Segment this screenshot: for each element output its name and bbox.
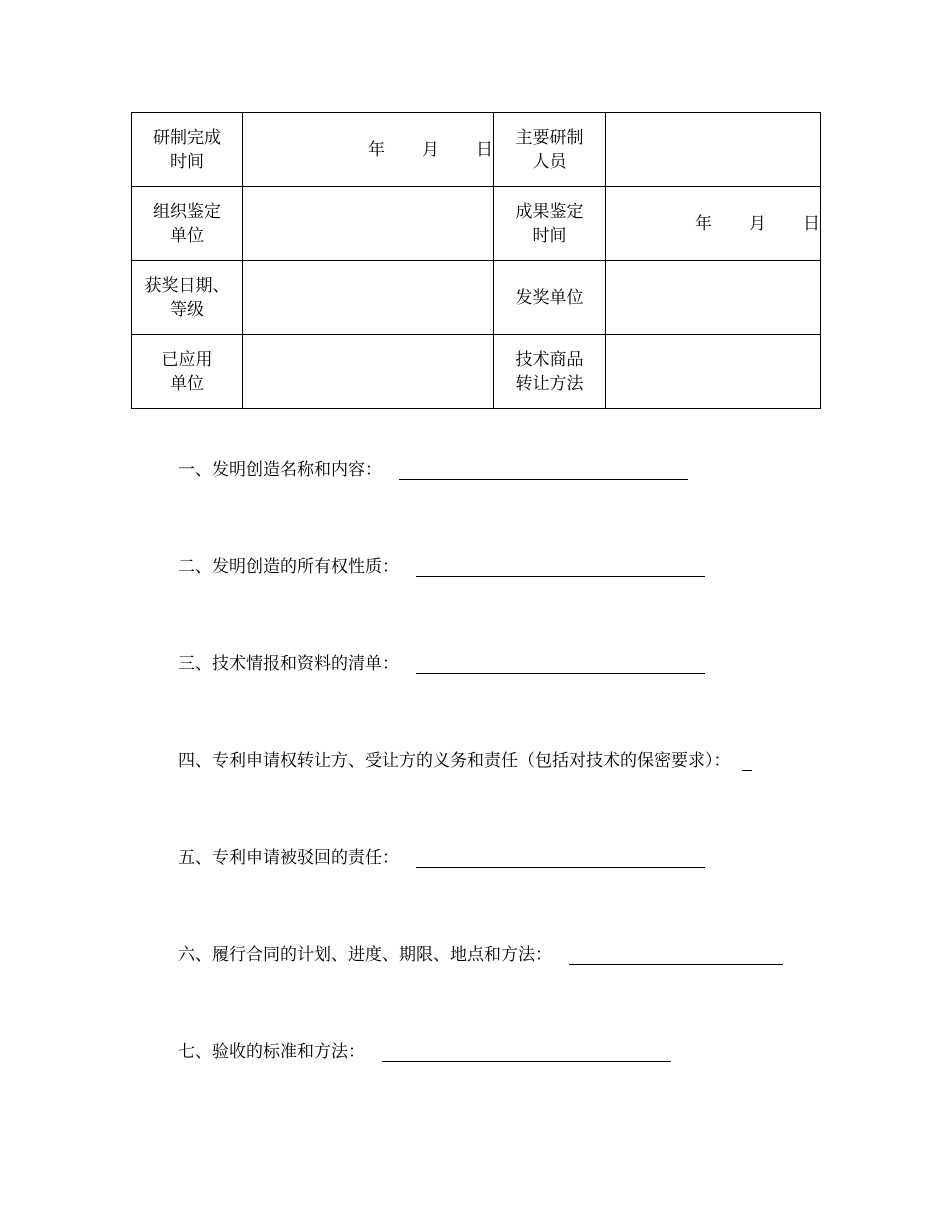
transfer-method-field[interactable] — [606, 335, 821, 409]
table-row — [132, 335, 821, 409]
award-unit-field[interactable] — [606, 261, 821, 335]
section-label: 七、验收的标准和方法： — [178, 1042, 365, 1062]
appraisal-unit-field[interactable] — [243, 187, 494, 261]
section-label: 一、发明创造名称和内容： — [178, 460, 382, 480]
day-label: 日 — [803, 213, 820, 234]
section-5-blank[interactable] — [416, 851, 705, 868]
section-2-blank[interactable] — [416, 560, 705, 577]
section-4-blank[interactable] — [742, 754, 752, 771]
table-row — [132, 187, 821, 261]
main-researchers-label: 主要研制 人员 — [494, 113, 606, 187]
award-date-label: 获奖日期、 等级 — [132, 261, 243, 335]
section-6-blank[interactable] — [569, 948, 783, 965]
applied-unit-field[interactable] — [243, 335, 494, 409]
award-unit-label: 发奖单位 — [494, 261, 606, 335]
transfer-method-label: 技术商品 转让方法 — [494, 335, 606, 409]
main-researchers-field[interactable] — [606, 113, 821, 187]
applied-unit-label: 已应用 单位 — [132, 335, 243, 409]
section-1-blank[interactable] — [399, 463, 688, 480]
table-row — [132, 261, 821, 335]
day-label: 日 — [476, 139, 493, 160]
month-label: 月 — [749, 213, 766, 234]
section-2 — [178, 555, 705, 579]
appraisal-unit-label: 组织鉴定 单位 — [132, 187, 243, 261]
section-6 — [178, 943, 783, 967]
section-3-blank[interactable] — [416, 657, 705, 674]
award-date-field[interactable] — [243, 261, 494, 335]
year-label: 年 — [695, 213, 712, 234]
section-7 — [178, 1040, 671, 1064]
section-7-blank[interactable] — [382, 1045, 671, 1062]
section-label: 三、技术情报和资料的清单： — [178, 654, 399, 674]
section-label: 四、专利申请权转让方、受让方的义务和责任（包括对技术的保密要求）： — [178, 751, 731, 771]
appraisal-time-label: 成果鉴定 时间 — [494, 187, 606, 261]
year-label: 年 — [368, 139, 385, 160]
info-table — [131, 112, 821, 409]
section-4 — [178, 749, 752, 773]
table-row — [132, 113, 821, 187]
completion-time-label: 研制完成 时间 — [132, 113, 243, 187]
section-label: 五、专利申请被驳回的责任： — [178, 848, 399, 868]
section-label: 六、履行合同的计划、进度、期限、地点和方法： — [178, 945, 552, 965]
section-5 — [178, 846, 705, 870]
section-1 — [178, 458, 688, 482]
completion-time-field[interactable] — [243, 113, 494, 187]
section-3 — [178, 652, 705, 676]
appraisal-time-field[interactable] — [606, 187, 821, 261]
month-label: 月 — [422, 139, 439, 160]
section-label: 二、发明创造的所有权性质： — [178, 557, 399, 577]
